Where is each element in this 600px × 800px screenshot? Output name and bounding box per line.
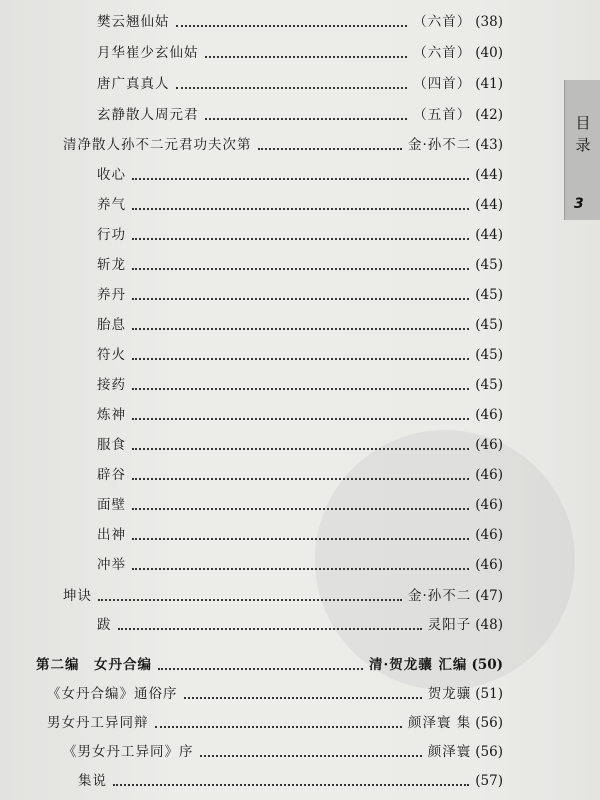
dot-leader [132, 537, 469, 540]
entry-title: 养气 [97, 197, 126, 213]
dot-leader [132, 477, 469, 480]
toc-entry [97, 254, 503, 276]
toc-entry [97, 224, 503, 246]
dot-leader [155, 725, 402, 728]
toc-entry [97, 11, 503, 33]
entry-page: (57) [475, 773, 503, 789]
entry-author: 颜泽寰 [427, 744, 472, 760]
dot-leader [132, 237, 469, 240]
entry-page: (45) [475, 287, 503, 303]
toc-entry [97, 42, 503, 64]
dot-leader [132, 507, 469, 510]
toc-entry [97, 374, 503, 396]
dot-leader [132, 567, 469, 570]
toc-entry [47, 712, 503, 734]
entry-author: 贺龙骧 [427, 686, 472, 702]
entry-page: (56) [475, 744, 503, 760]
entry-title: 清净散人孙不二元君功夫次第 [63, 137, 252, 153]
dot-leader [132, 447, 469, 450]
entry-page: (44) [475, 227, 503, 243]
entry-page: (46) [475, 437, 503, 453]
dot-leader [258, 147, 402, 150]
entry-title: 《男女丹工异同》序 [63, 744, 194, 760]
entry-author: 灵阳子 [427, 617, 472, 633]
entry-author: 金·孙不二 [407, 137, 472, 153]
toc-entry [97, 464, 503, 486]
entry-title: 跋 [97, 617, 112, 633]
entry-page: (46) [475, 407, 503, 423]
toc-entry [63, 741, 503, 763]
entry-author: （五首） [413, 107, 472, 123]
entry-title: 唐广真真人 [97, 76, 170, 92]
toc-entry [47, 683, 503, 705]
entry-page: (50) [471, 657, 503, 673]
dot-leader [132, 207, 469, 210]
entry-title: 胎息 [97, 317, 126, 333]
entry-title: 收心 [97, 167, 126, 183]
dot-leader [184, 696, 422, 699]
entry-title: 集说 [78, 773, 107, 789]
dot-leader [200, 754, 422, 757]
dot-leader [132, 417, 469, 420]
entry-title: 养丹 [97, 287, 126, 303]
entry-author: 颜泽寰 集 [407, 715, 472, 731]
entry-title: 月华崔少玄仙姑 [97, 45, 199, 61]
dot-leader [205, 117, 408, 120]
entry-title: 接药 [97, 377, 126, 393]
entry-page: (46) [475, 467, 503, 483]
entry-page: (45) [475, 347, 503, 363]
toc-entry [97, 434, 503, 456]
entry-author: （六首） [413, 45, 472, 61]
dot-leader [113, 783, 469, 786]
entry-page: (45) [475, 317, 503, 333]
dot-leader [176, 24, 408, 27]
entry-page: (38) [475, 14, 503, 30]
toc-entry [63, 134, 503, 156]
toc-entry [97, 314, 503, 336]
entry-title: 行功 [97, 227, 126, 243]
entry-page: (48) [475, 617, 503, 633]
entry-page: (51) [475, 686, 503, 702]
entry-page: (44) [475, 197, 503, 213]
dot-leader [205, 55, 408, 58]
dot-leader [132, 177, 469, 180]
entry-author: （四首） [413, 76, 472, 92]
toc-entry [97, 344, 503, 366]
toc-entry [97, 194, 503, 216]
toc-entry [97, 554, 503, 576]
dot-leader [158, 667, 363, 670]
toc-section-heading [36, 654, 503, 676]
entry-page: (45) [475, 257, 503, 273]
entry-title: 《女丹合编》通俗序 [47, 686, 178, 702]
toc-entry [97, 494, 503, 516]
entry-page: (45) [475, 377, 503, 393]
toc-entry [97, 404, 503, 426]
entry-page: (56) [475, 715, 503, 731]
toc-entry [97, 164, 503, 186]
toc-entry [78, 770, 503, 792]
dot-leader [176, 86, 408, 89]
entry-title: 坤诀 [63, 588, 92, 604]
entry-title: 男女丹工异同辩 [47, 715, 149, 731]
dot-leader [118, 627, 422, 630]
dot-leader [132, 297, 469, 300]
toc-entry [97, 104, 503, 126]
page-number: 3 [574, 196, 584, 212]
dot-leader [132, 387, 469, 390]
toc-entry [97, 614, 503, 636]
entry-title: 炼神 [97, 407, 126, 423]
entry-title: 符火 [97, 347, 126, 363]
dot-leader [132, 267, 469, 270]
toc-entry [97, 73, 503, 95]
entry-title: 斩龙 [97, 257, 126, 273]
section-title: 第二编 女丹合编 [36, 657, 152, 673]
entry-page: (44) [475, 167, 503, 183]
entry-page: (41) [475, 76, 503, 92]
entry-title: 冲举 [97, 557, 126, 573]
toc-entry [97, 524, 503, 546]
entry-title: 服食 [97, 437, 126, 453]
entry-author: （六首） [413, 14, 472, 30]
entry-author: 金·孙不二 [407, 588, 472, 604]
entry-author: 清·贺龙骧 汇编 [369, 657, 468, 673]
dot-leader [132, 357, 469, 360]
entry-title: 出神 [97, 527, 126, 543]
entry-page: (47) [475, 588, 503, 604]
entry-page: (46) [475, 527, 503, 543]
dot-leader [98, 598, 402, 601]
entry-page: (46) [475, 557, 503, 573]
entry-page: (46) [475, 497, 503, 513]
toc-entry [97, 284, 503, 306]
toc-entry [63, 585, 503, 607]
entry-page: (43) [475, 137, 503, 153]
entry-title: 樊云翘仙姑 [97, 14, 170, 30]
entry-title: 玄静散人周元君 [97, 107, 199, 123]
entry-title: 面壁 [97, 497, 126, 513]
entry-page: (40) [475, 45, 503, 61]
side-tab-label: 目录 [575, 114, 591, 154]
entry-page: (42) [475, 107, 503, 123]
dot-leader [132, 327, 469, 330]
entry-title: 辟谷 [97, 467, 126, 483]
